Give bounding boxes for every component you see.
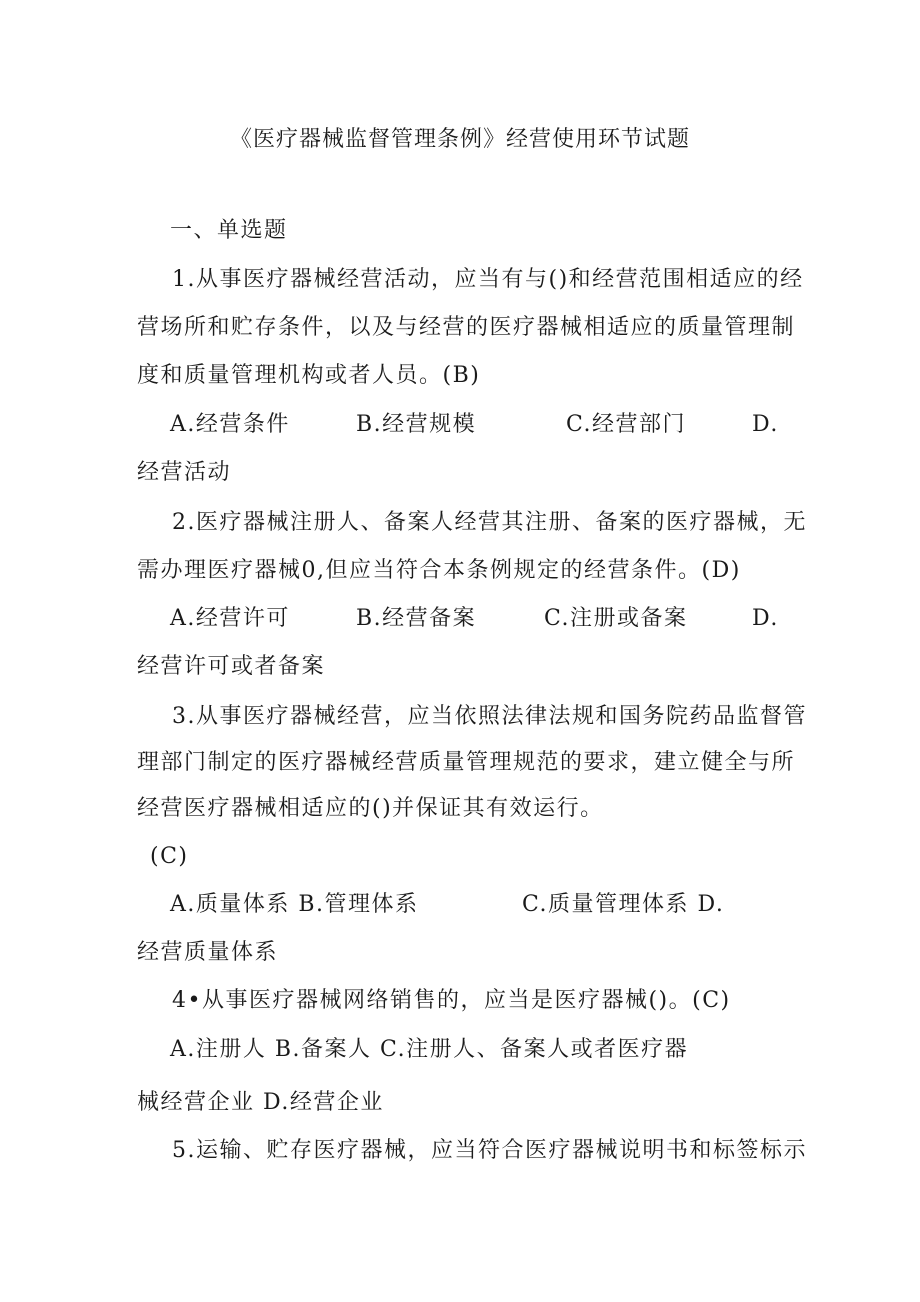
section-heading: 一、单选题 bbox=[170, 218, 288, 243]
question-5-line-1: 5.运输、贮存医疗器械，应当符合医疗器械说明书和标签标示 bbox=[172, 1138, 807, 1163]
question-1-option-c: C.经营部门 bbox=[566, 412, 687, 437]
question-3-line-2: 理部门制定的医疗器械经营质量管理规范的要求，建立健全与所 bbox=[137, 750, 796, 775]
question-1-line-1: 1.从事医疗器械经营活动，应当有与()和经营范围相适应的经 bbox=[172, 267, 804, 292]
question-2-option-d: D. bbox=[752, 606, 779, 631]
question-3-line-3: 经营医疗器械相适应的()并保证其有效运行。 bbox=[137, 796, 604, 821]
question-3-option-d-text: 经营质量体系 bbox=[137, 940, 279, 965]
question-2-option-a: A.经营许可 bbox=[170, 606, 290, 631]
question-3-option-c-d: C.质量管理体系 D. bbox=[522, 892, 725, 917]
question-3-option-a-b: A.质量体系 B.管理体系 bbox=[170, 892, 419, 917]
question-3-answer: (C) bbox=[150, 844, 189, 869]
question-2-line-2: 需办理医疗器械0,但应当符合本条例规定的经营条件。(D) bbox=[137, 558, 741, 583]
question-4-line-1: 4•从事医疗器械网络销售的，应当是医疗器械()。(C) bbox=[172, 988, 731, 1013]
question-2-line-1: 2.医疗器械注册人、备案人经营其注册、备案的医疗器械，无 bbox=[172, 510, 807, 535]
document-title: 《医疗器械监督管理条例》经营使用环节试题 bbox=[229, 127, 690, 152]
question-4-options: A.注册人 B.备案人 C.注册人、备案人或者医疗器 bbox=[170, 1037, 689, 1062]
question-3-line-1: 3.从事医疗器械经营，应当依照法律法规和国务院药品监督管 bbox=[172, 704, 807, 729]
question-1-option-a: A.经营条件 bbox=[170, 412, 290, 437]
question-1-line-3: 度和质量管理机构或者人员。(B) bbox=[137, 363, 481, 388]
question-1-line-2: 营场所和贮存条件，以及与经营的医疗器械相适应的质量管理制 bbox=[137, 315, 796, 340]
question-1-option-d-text: 经营活动 bbox=[137, 460, 232, 485]
question-2-option-b: B.经营备案 bbox=[356, 606, 477, 631]
question-1-option-d: D. bbox=[752, 412, 779, 437]
question-1-option-b: B.经营规模 bbox=[356, 412, 477, 437]
question-2-option-d-text: 经营许可或者备案 bbox=[137, 654, 326, 679]
question-4-options-wrap: 械经营企业 D.经营企业 bbox=[137, 1090, 384, 1115]
question-2-option-c: C.注册或备案 bbox=[544, 606, 688, 631]
